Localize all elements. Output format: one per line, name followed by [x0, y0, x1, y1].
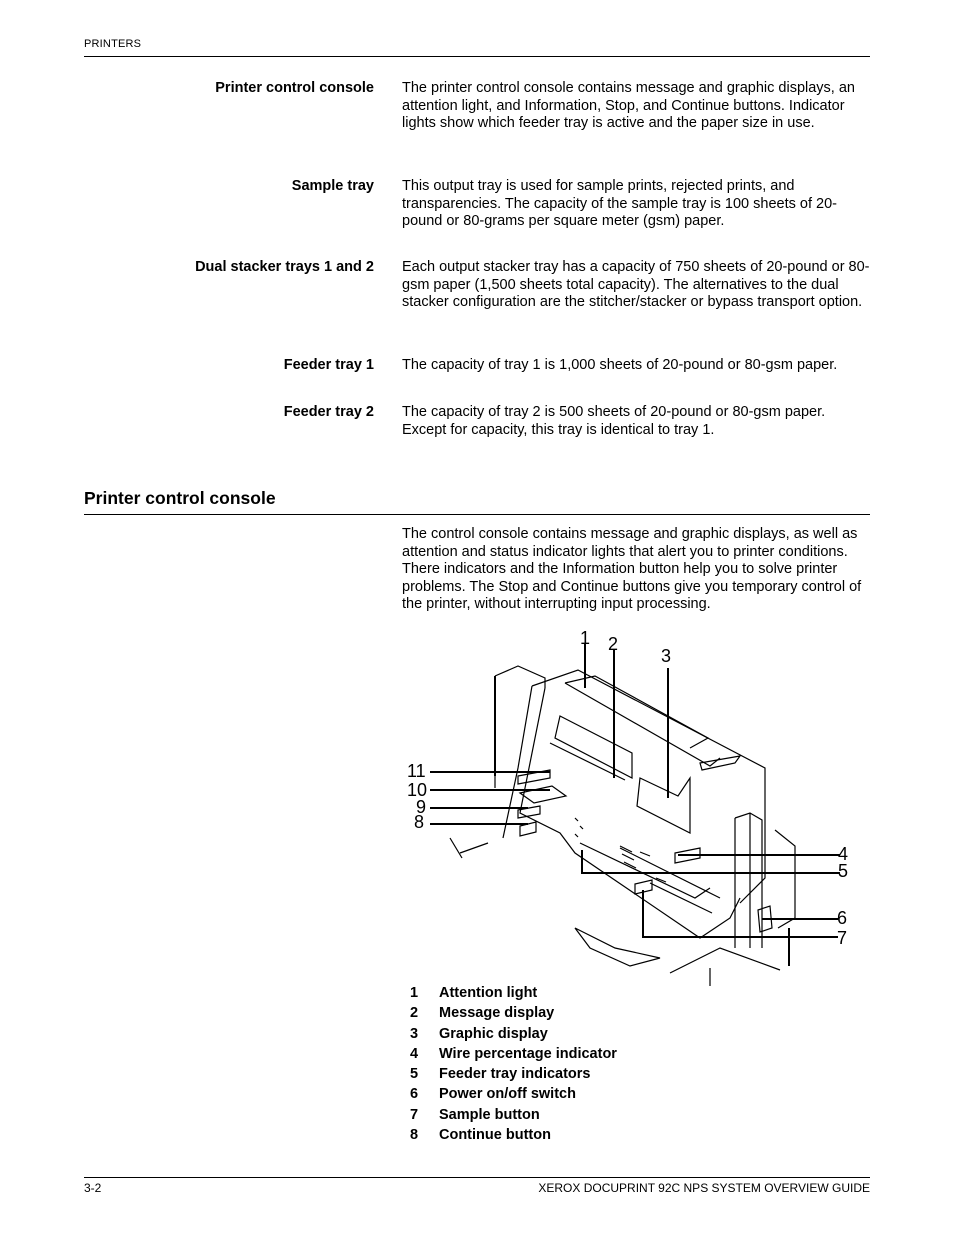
- section-title: Printer control console: [84, 488, 276, 508]
- legend-label: Sample button: [439, 1106, 540, 1123]
- term-printer-control-console: Printer control console: [215, 80, 374, 96]
- desc-dual-stacker-trays: Each output stacker tray has a capacity of 750 sheets of 20-pound or 80-gsm paper (1,500 sheets total capacity). The alternatives to the dual stacker configuration are the stitcher/stacker or bypass transport option.: [402, 259, 870, 310]
- legend-item: [410, 985, 617, 1005]
- legend-item: [410, 1066, 617, 1086]
- section-rule: [84, 514, 870, 515]
- term-dual-stacker-trays: Dual stacker trays 1 and 2: [195, 259, 374, 275]
- footer-rule: [84, 1177, 870, 1178]
- legend-number: 7: [410, 1106, 419, 1123]
- legend-item: [410, 1046, 617, 1066]
- callout-1: 1: [580, 628, 591, 648]
- legend-label: Wire percentage indicator: [439, 1045, 617, 1062]
- term-sample-tray: Sample tray: [291, 178, 374, 194]
- legend-label: Power on/off switch: [439, 1086, 576, 1103]
- desc-printer-control-console: The printer control console contains message and graphic displays, an attention light, and Information, Stop, and Continue buttons. Indicator lights show which feeder tray is active and the paper size in use.: [402, 80, 855, 131]
- desc-sample-tray: This output tray is used for sample prints, rejected prints, and transparencies. The capacity of the sample tray is 100 sheets of 20-pound or 80-grams per square meter (gsm) paper.: [402, 178, 837, 229]
- control-console-figure: [400, 628, 860, 988]
- legend-label: Message display: [439, 1005, 555, 1022]
- term-feeder-tray-2: Feeder tray 2: [283, 404, 374, 420]
- header-rule: [84, 56, 870, 57]
- desc-feeder-tray-1: The capacity of tray 1 is 1,000 sheets of 20-pound or 80-gsm paper.: [402, 357, 838, 373]
- legend-number: 2: [410, 1005, 419, 1022]
- legend-number: 4: [410, 1045, 419, 1062]
- legend-item: [410, 1026, 617, 1046]
- desc-feeder-tray-2: The capacity of tray 2 is 500 sheets of 20-pound or 80-gsm paper. Except for capacity, this tray is identical to tray 1.: [402, 404, 826, 438]
- callout-5: 5: [838, 861, 849, 881]
- callout-4: 4: [838, 844, 849, 864]
- legend-label: Attention light: [439, 985, 538, 1001]
- callout-3: 3: [661, 646, 672, 666]
- legend-number: 1: [410, 985, 419, 1001]
- running-header: PRINTERS: [84, 38, 142, 50]
- callout-11: 11: [407, 761, 426, 781]
- legend-number: 3: [410, 1025, 419, 1042]
- legend-item: [410, 1086, 617, 1106]
- footer-title: XEROX DOCUPRINT 92C NPS SYSTEM OVERVIEW GUIDE: [538, 1181, 870, 1195]
- legend-number: 8: [410, 1127, 419, 1144]
- legend-label: Continue button: [439, 1127, 551, 1144]
- figure-legend: [410, 985, 617, 1147]
- page-number: 3-2: [84, 1181, 102, 1195]
- legend-item: [410, 1107, 617, 1127]
- legend-label: Feeder tray indicators: [439, 1066, 591, 1083]
- legend-item: [410, 1127, 617, 1147]
- legend-item: [410, 1005, 617, 1025]
- callout-2: 2: [608, 634, 619, 654]
- term-feeder-tray-1: Feeder tray 1: [283, 357, 374, 373]
- callout-10: 10: [407, 780, 428, 800]
- legend-number: 5: [410, 1066, 419, 1083]
- callout-8: 8: [414, 812, 425, 832]
- legend-label: Graphic display: [439, 1025, 548, 1042]
- callout-7: 7: [837, 928, 848, 948]
- callout-9: 9: [416, 797, 427, 817]
- callout-6: 6: [837, 908, 848, 928]
- section-intro: The control console contains message and graphic displays, as well as attention and status indicator lights that alert you to printer conditions. There indicators and the Information button help you to solve printer problems. The Stop and Continue buttons give you temporary control of the printer, without interrupting input processing.: [402, 526, 862, 612]
- legend-number: 6: [410, 1086, 419, 1103]
